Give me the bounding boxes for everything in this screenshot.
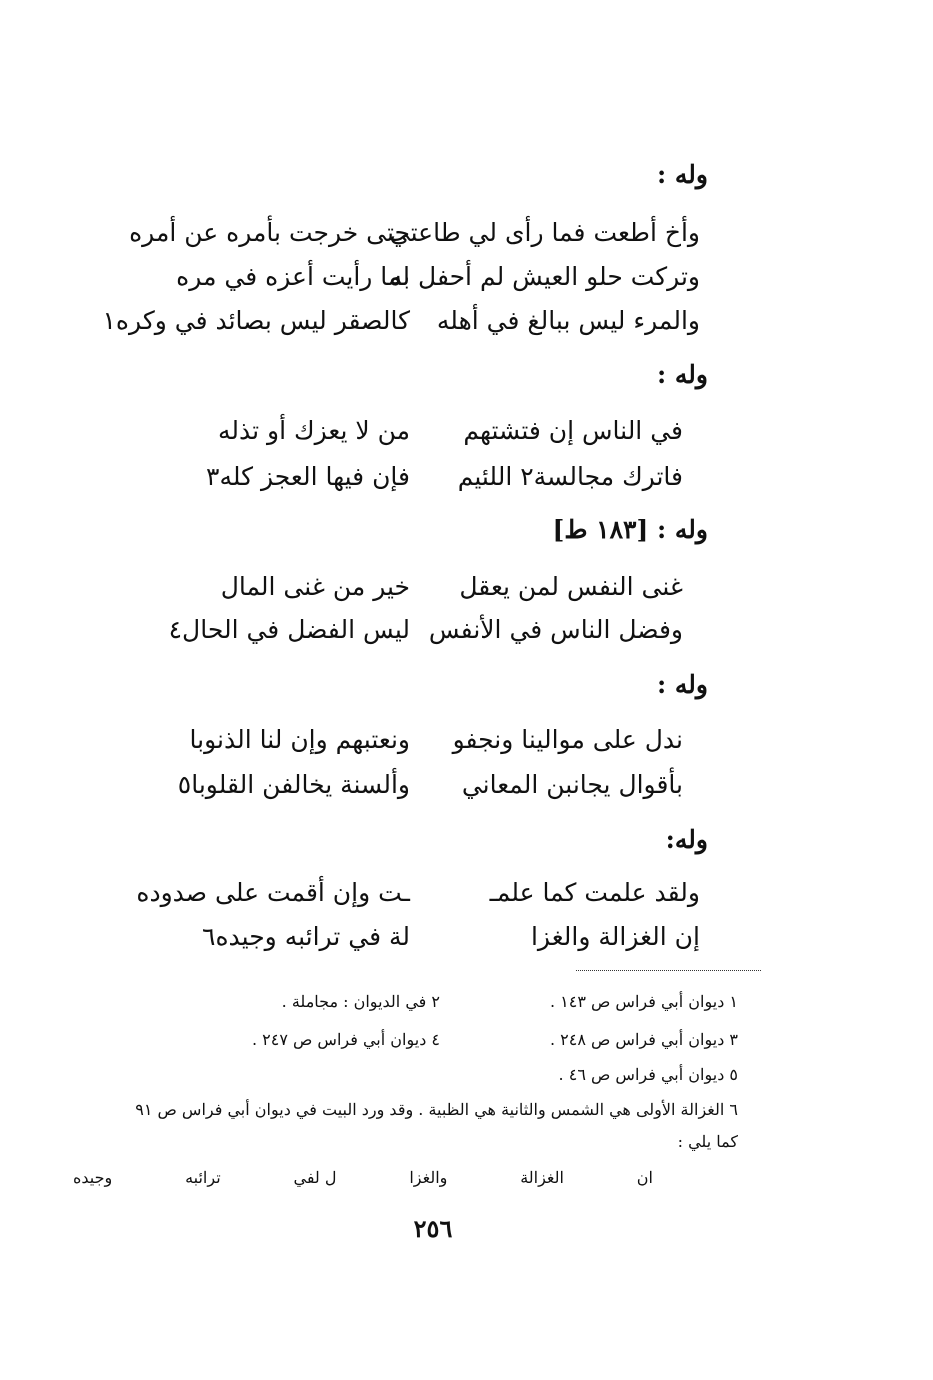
poem-intro: وله : (656, 670, 708, 699)
footnote-1: ١ ديوان أبي فراس ص ١٤٣ . (549, 992, 738, 1011)
verse-second-hemistich: لة في ترائبه وجيده٦ (202, 922, 410, 951)
verse-second-hemistich: خير من غنى المال (220, 572, 410, 601)
poem-intro: وله: (665, 825, 708, 854)
quoted-word: والغزا (409, 1168, 448, 1187)
footnote-quoted-verse (73, 1168, 653, 1187)
verse-first-hemistich: بأقوال يجانبن المعاني (461, 770, 683, 799)
footnote-2: ٢ في الديوان : مجاملة . (281, 992, 440, 1011)
footnote-5: ٥ ديوان أبي فراس ص ٤٦ . (558, 1065, 738, 1084)
verse-second-hemistich: من لا يعزك أو تذله (217, 416, 410, 445)
verse-second-hemistich: ـت وإن أقمت على صدوده (136, 878, 410, 907)
verse-second-hemistich: وألسنة يخالفن القلوبا٥ (177, 770, 410, 799)
verse-second-hemistich: كالصقر ليس بصائد في وكره١ (102, 306, 410, 335)
verse-first-hemistich: والمرء ليس ببالغ في أهله (436, 306, 700, 335)
verse-second-hemistich: ليس الفضل في الحال٤ (168, 615, 410, 644)
verse-first-hemistich: ندل على موالينا ونجفو (452, 725, 683, 754)
verse-first-hemistich: فاترك مجالسة٢ اللئيم (457, 462, 683, 491)
footnote-3: ٣ ديوان أبي فراس ص ٢٤٨ . (549, 1030, 738, 1049)
verse-first-hemistich: إن الغزالة والغزا (530, 922, 700, 951)
quoted-word: وجيده (73, 1168, 113, 1187)
poem-intro: وله : [١٨٣ ط] (552, 515, 708, 544)
quoted-word: الغزالة (520, 1168, 564, 1187)
verse-second-hemistich: فإن فيها العجز كله٣ (206, 462, 410, 491)
quoted-word: ترائبه (185, 1168, 221, 1187)
footnote-6: ٦ الغزالة الأولى هي الشمس والثانية هي الظبية . وقد ورد البيت في ديوان أبي فراس ص ٩١ (135, 1100, 738, 1119)
verse-first-hemistich: ولقد علمت كما علمـ (489, 878, 700, 907)
verse-first-hemistich: وأخ أطعت فما رأى لي طاعتي (389, 218, 700, 247)
page-number: ٢٥٦ (413, 1214, 453, 1243)
verse-second-hemistich: لما رأيت أعزه في مره (176, 262, 410, 291)
footnote-4: ٤ ديوان أبي فراس ص ٢٤٧ . (251, 1030, 440, 1049)
verse-first-hemistich: وفضل الناس في الأنفس (428, 615, 683, 644)
footnote-6-continuation: كما يلي : (677, 1132, 738, 1151)
verse-first-hemistich: غنى النفس لمن يعقل (459, 572, 683, 601)
quoted-word: ل لفي (293, 1168, 337, 1187)
verse-first-hemistich: وتركت حلو العيش لم أحفل به (389, 262, 700, 291)
quoted-word: ان (636, 1168, 653, 1187)
poem-intro: وله : (656, 360, 708, 389)
verse-second-hemistich: حتى خرجت بأمره عن أمره (129, 218, 410, 247)
verse-first-hemistich: في الناس إن فتشتهم (463, 416, 683, 445)
verse-second-hemistich: ونعتبهم وإن لنا الذنوبا (189, 725, 410, 754)
footnote-separator (576, 970, 761, 971)
poem-intro: وله : (656, 160, 708, 189)
